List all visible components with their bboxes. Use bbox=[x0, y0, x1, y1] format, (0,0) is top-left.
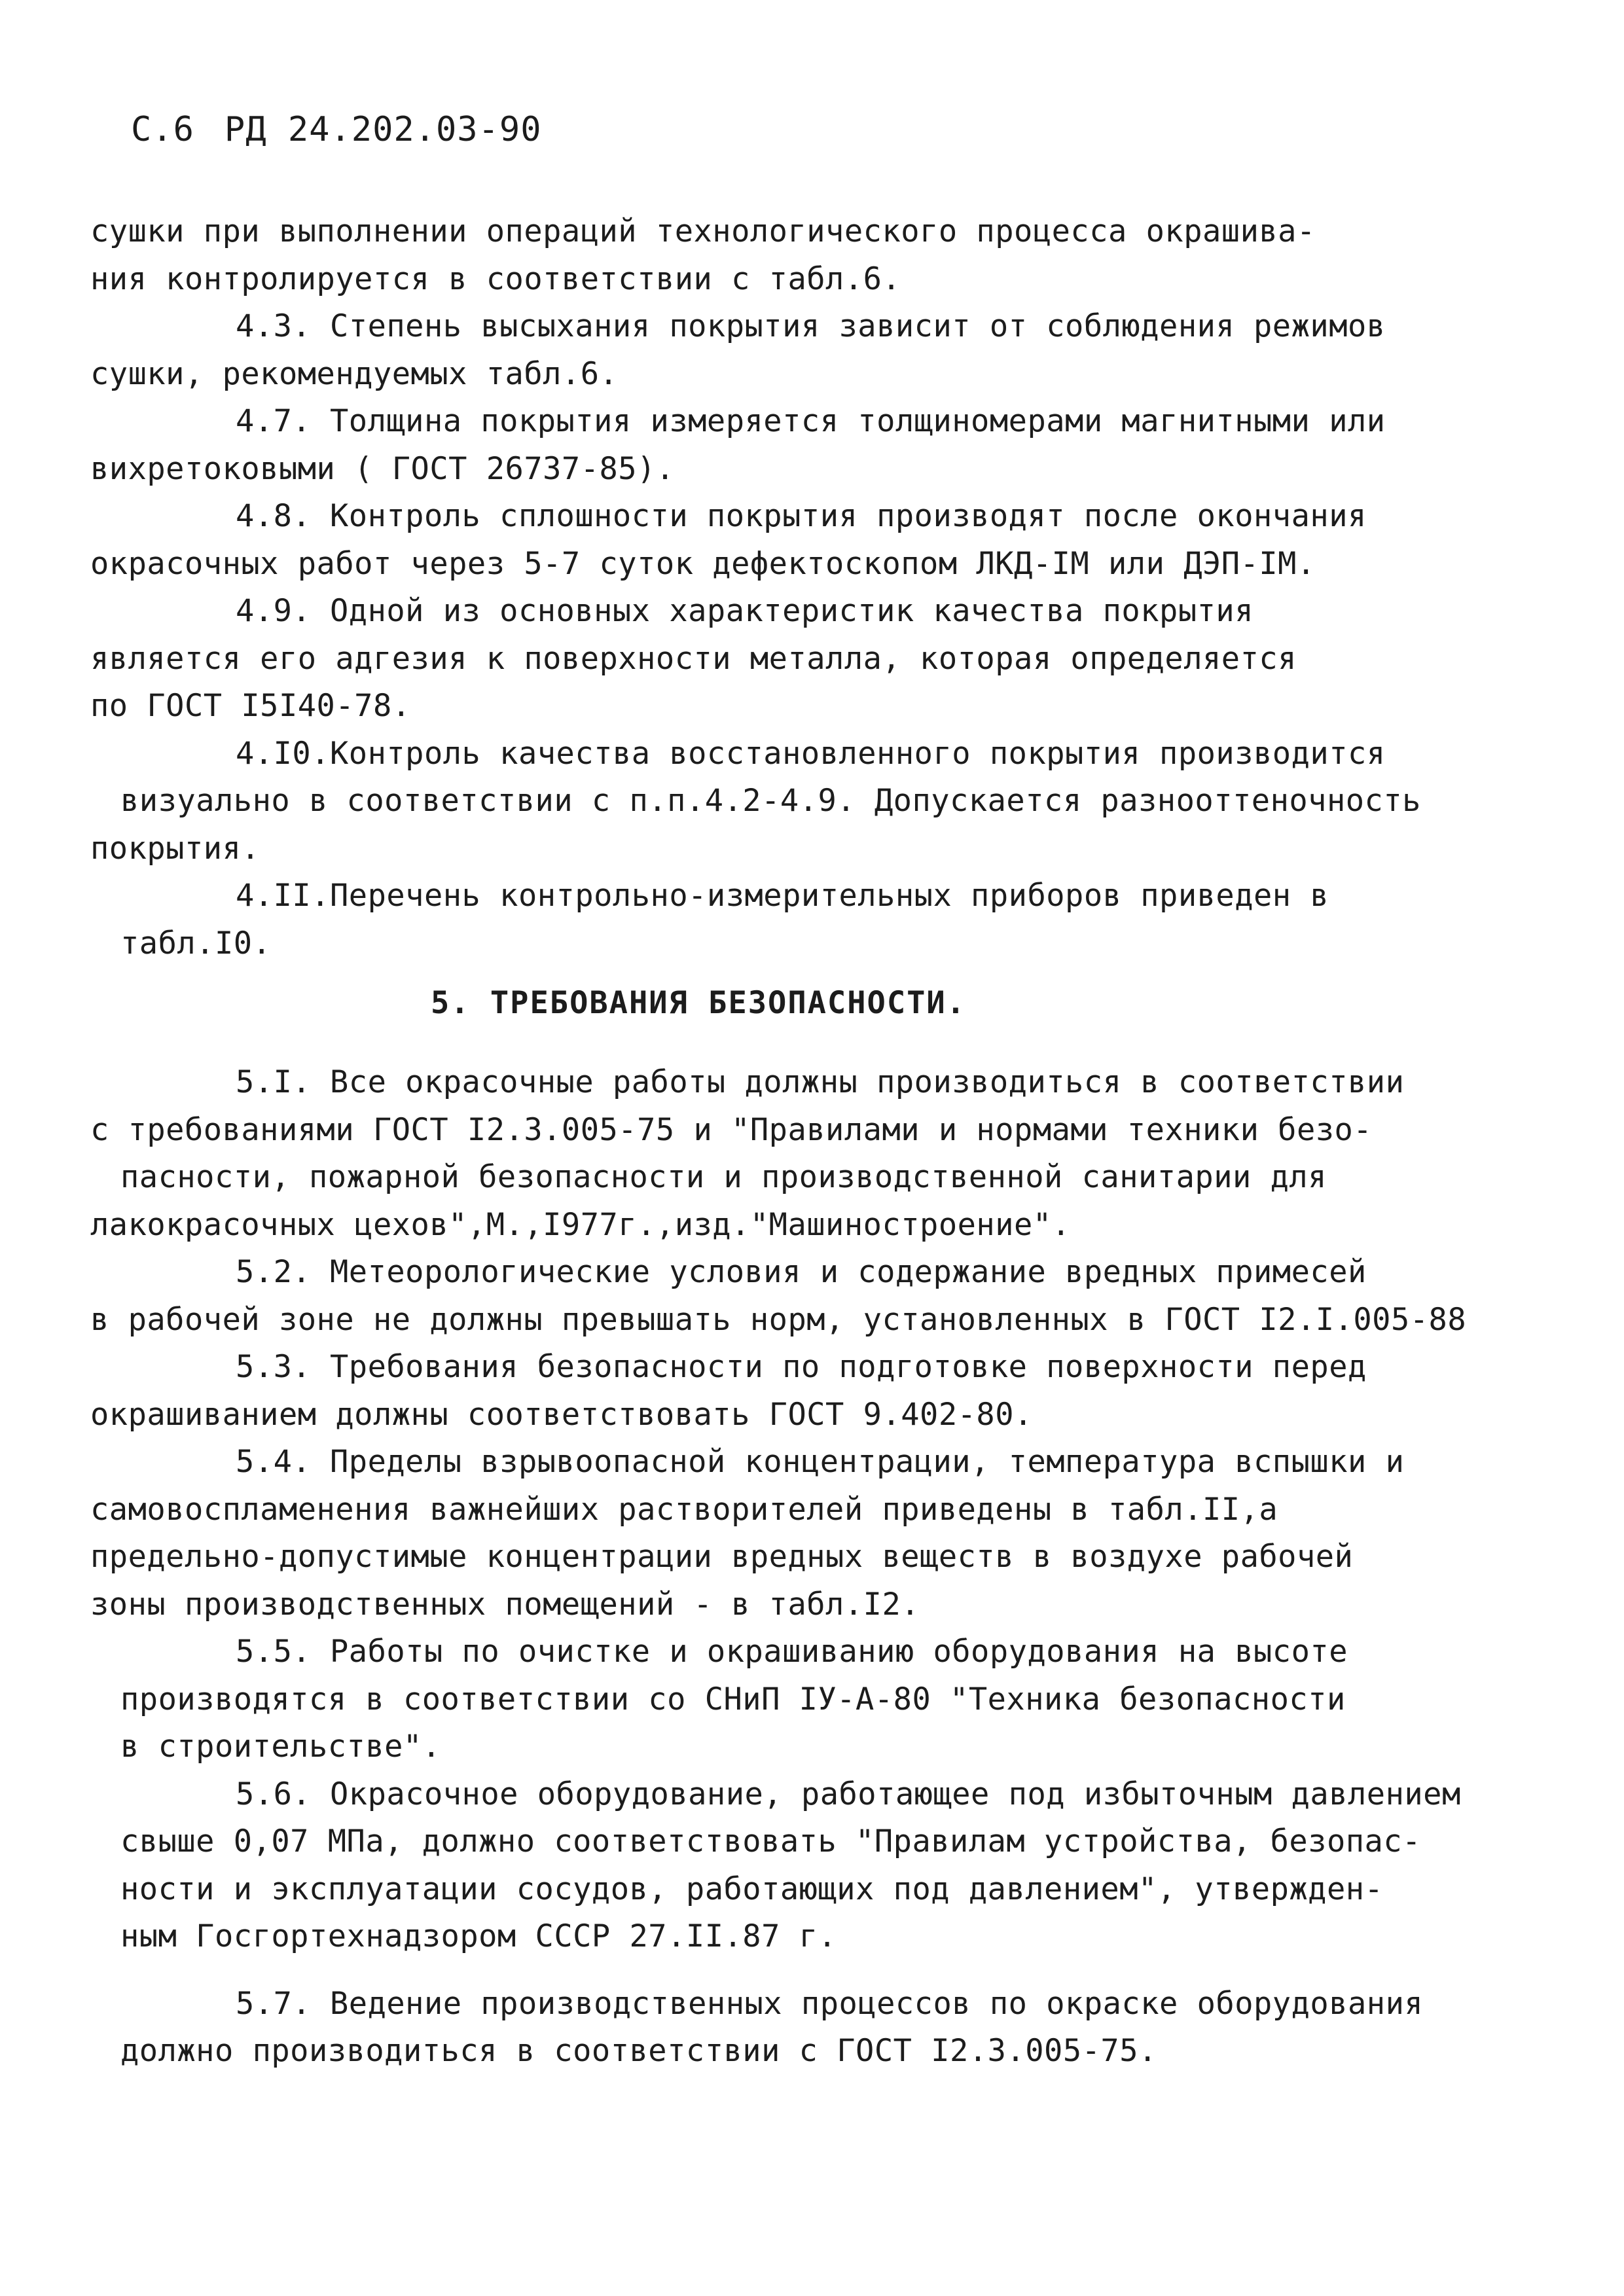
text-line: пасности, пожарной безопасности и производственной санитарии для bbox=[120, 1159, 1327, 1195]
text-line: ности и эксплуатации сосудов, работающих под давлением", утвержден- bbox=[120, 1871, 1384, 1907]
text-line: окрасочных работ через 5-7 суток дефектоскопом ЛКД-IМ или ДЭП-IМ. bbox=[90, 545, 1316, 582]
text-line: предельно-допустимые концентрации вредных веществ в воздухе рабочей bbox=[90, 1539, 1354, 1575]
text-line: с требованиями ГОСТ I2.3.005-75 и "Правилами и нормами техники безо- bbox=[90, 1111, 1373, 1148]
paragraph-5-1: 5.I. Все окрасочные работы должны производиться в соответствии bbox=[236, 1064, 1405, 1100]
paragraph-5-3: 5.3. Требования безопасности по подготовке поверхности перед bbox=[236, 1349, 1367, 1385]
paragraph-5-6: 5.6. Окрасочное оборудование, работающее под избыточным давлением bbox=[236, 1776, 1461, 1812]
text-line: лакокрасочных цехов",М.,I977г.,изд."Машиностроение". bbox=[90, 1206, 1071, 1243]
text-line: покрытия. bbox=[90, 830, 261, 867]
paragraph-4-3: 4.3. Степень высыхания покрытия зависит от соблюдения режимов bbox=[236, 308, 1386, 344]
document-body bbox=[90, 208, 1537, 2075]
text-line: визуально в соответствии с п.п.4.2-4.9. Допускается разнооттеночность bbox=[120, 783, 1421, 819]
text-line: по ГОСТ I5I40-78. bbox=[90, 688, 411, 724]
page-header bbox=[131, 110, 542, 149]
section-title: 5. ТРЕБОВАНИЯ БЕЗОПАСНОСТИ. bbox=[431, 985, 967, 1021]
text-line: самовоспламенения важнейших растворителей приведены в табл.II,а bbox=[90, 1491, 1278, 1528]
paragraph-4-7: 4.7. Толщина покрытия измеряется толщиномерами магнитными или bbox=[236, 403, 1386, 439]
text-line: в рабочей зоне не должны превышать норм, установленных в ГОСТ I2.I.005-88 bbox=[90, 1301, 1467, 1338]
paragraph-4-9: 4.9. Одной из основных характеристик качества покрытия bbox=[236, 593, 1254, 629]
paragraph-5-2: 5.2. Метеорологические условия и содержание вредных примесей bbox=[236, 1254, 1367, 1290]
text-line: свыше 0,07 МПа, должно соответствовать "Правилам устройства, безопас- bbox=[120, 1823, 1421, 1859]
text-line: должно производиться в соответствии с ГОСТ I2.3.005-75. bbox=[120, 2033, 1157, 2069]
paragraph-5-4: 5.4. Пределы взрывоопасной концентрации, температура вспышки и bbox=[236, 1444, 1405, 1480]
document-code: РД 24.202.03-90 bbox=[224, 110, 542, 149]
text-line: производятся в соответствии со СНиП IУ-А-80 "Техника безопасности bbox=[120, 1681, 1346, 1717]
text-line: табл.I0. bbox=[120, 925, 272, 961]
text-line: вихретоковыми ( ГОСТ 26737-85). bbox=[90, 450, 675, 487]
text-line: сушки при выполнении операций технологического процесса окрашива- bbox=[90, 213, 1316, 249]
text-line: в строительстве". bbox=[120, 1729, 441, 1765]
paragraph-5-5: 5.5. Работы по очистке и окрашиванию оборудования на высоте bbox=[236, 1634, 1348, 1670]
text-line: является его адгезия к поверхности металла, которая определяется bbox=[90, 640, 1297, 677]
paragraph-4-8: 4.8. Контроль сплошности покрытия производят после окончания bbox=[236, 498, 1367, 534]
paragraph-4-11: 4.II.Перечень контрольно-измерительных приборов приведен в bbox=[236, 878, 1329, 914]
paragraph-5-7: 5.7. Ведение производственных процессов по окраске оборудования bbox=[236, 1985, 1424, 2022]
text-line: окрашиванием должны соответствовать ГОСТ 9.402-80. bbox=[90, 1396, 1033, 1433]
text-line: сушки, рекомендуемых табл.6. bbox=[90, 355, 619, 392]
spacer bbox=[90, 1039, 1537, 1059]
text-line: ния контролируется в соответствии с табл.6. bbox=[90, 260, 901, 297]
paragraph-4-10: 4.I0.Контроль качества восстановленного покрытия производится bbox=[236, 735, 1386, 772]
text-line: ным Госгортехнадзором СССР 27.II.87 г. bbox=[120, 1918, 837, 1954]
page-number: С.6 bbox=[131, 110, 194, 149]
spacer bbox=[90, 1961, 1537, 1981]
text-line: зоны производственных помещений - в табл.I2. bbox=[90, 1586, 920, 1623]
